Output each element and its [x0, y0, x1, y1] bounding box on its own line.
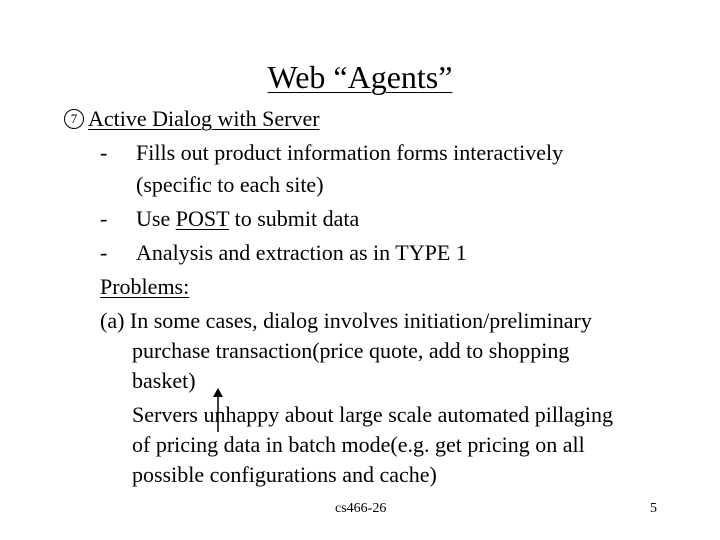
problem-line-1: (a) In some cases, dialog involves initiation/preliminary [100, 308, 592, 333]
dash-1: - [100, 140, 108, 165]
post-keyword: POST [175, 206, 230, 231]
problems-heading: Problems: [100, 274, 190, 299]
item-1-line-2: (specific to each site) [136, 172, 324, 197]
problem-line-4: Servers unhappy about large scale automated pillaging [132, 402, 614, 427]
up-arrow-icon [208, 388, 228, 432]
dash-2: - [100, 206, 108, 231]
problem-line-5: of pricing data in batch mode(e.g. get pricing on all [132, 432, 585, 457]
problem-line-2: purchase transaction(price quote, add to shopping [132, 338, 570, 363]
slide-title: Web “Agents” [267, 59, 453, 95]
item-3: Analysis and extraction as in TYPE 1 [136, 240, 467, 265]
item-2: Use POST to submit data [136, 206, 360, 231]
bullet-heading: Active Dialog with Server [88, 106, 320, 131]
problem-line-6: possible configurations and cache) [132, 462, 437, 487]
footer-page-number: 5 [650, 501, 657, 516]
footer-course: cs466-26 [335, 501, 387, 516]
bullet-number-icon: 7 [64, 109, 84, 129]
dash-3: - [100, 240, 108, 265]
problem-line-3: basket) [132, 368, 196, 393]
item-1-line-1: Fills out product information forms interactively [136, 140, 564, 165]
bullet-heading-row [64, 104, 320, 134]
